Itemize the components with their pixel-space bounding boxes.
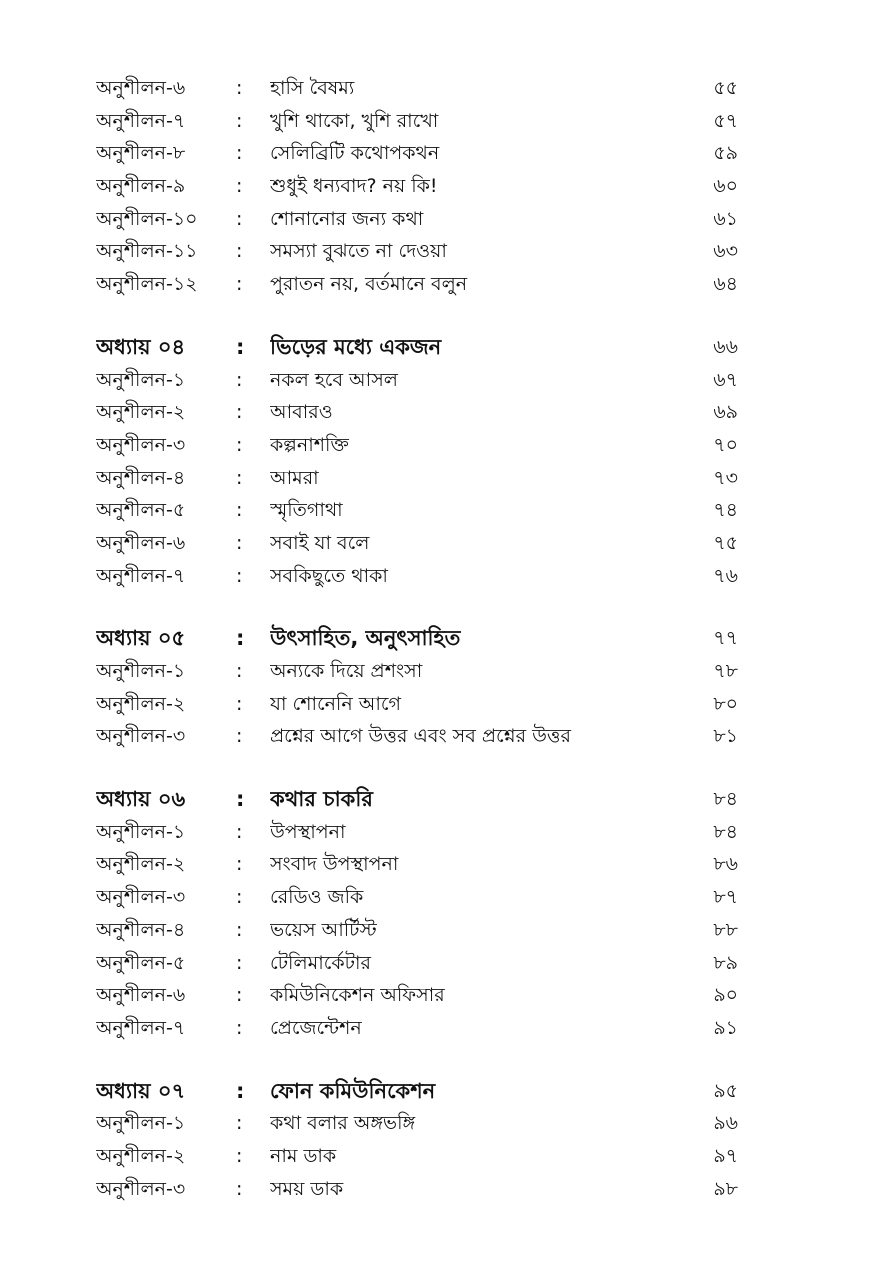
page-number: ৫৫ — [713, 77, 738, 99]
exercise-row — [0, 268, 870, 301]
exercise-row — [0, 720, 870, 753]
page-number: ৬৬ — [713, 335, 738, 358]
separator-colon: : — [236, 109, 243, 132]
page-number: ৯৭ — [713, 1144, 738, 1167]
page-number: ৭৩ — [713, 466, 738, 489]
exercise-title: প্রশ্নের আগে উত্তর এবং সব প্রশ্নের উত্তর — [270, 725, 571, 748]
exercise-label: অনুশীলন-১০ — [96, 207, 198, 230]
separator-colon: : — [236, 499, 243, 522]
page-number: ৬০ — [713, 175, 738, 198]
page-number: ৭৬ — [713, 564, 738, 587]
page-number: ৬৯ — [713, 401, 738, 424]
exercise-label: অনুশীলন-১ — [96, 660, 186, 682]
separator-colon: : — [236, 787, 245, 812]
page-number: ৯০ — [713, 984, 738, 1007]
toc-group — [0, 783, 870, 1045]
page-number: ৬১ — [713, 207, 738, 230]
page-number: ৭৭ — [713, 627, 738, 650]
exercise-title: সেলিব্রিটি কথোপকথন — [270, 142, 440, 165]
exercise-row — [0, 170, 870, 203]
exercise-label: অনুশীলন-৭ — [96, 564, 186, 587]
page-number: ৬৩ — [713, 240, 738, 263]
separator-colon: : — [236, 853, 243, 876]
separator-colon: : — [236, 1078, 245, 1103]
exercise-title: নাম ডাক — [270, 1144, 337, 1167]
exercise-label: অনুশীলন-৪ — [96, 466, 186, 489]
exercise-label: অনুশীলন-৬ — [96, 77, 186, 99]
exercise-label: অনুশীলন-১২ — [96, 273, 198, 296]
exercise-row — [0, 72, 870, 105]
separator-colon: : — [236, 951, 243, 974]
exercise-title: হাসি বৈষম্য — [270, 77, 355, 99]
exercise-title: অন্যকে দিয়ে প্রশংসা — [270, 660, 423, 682]
exercise-title: কমিউনিকেশন অফিসার — [270, 984, 445, 1007]
exercise-title: আবারও — [270, 401, 333, 424]
exercise-row — [0, 105, 870, 138]
exercise-row — [0, 914, 870, 947]
chapter-label: অধ্যায় ০৭ — [96, 1078, 186, 1103]
exercise-title: প্রেজেন্টেশন — [270, 1016, 362, 1039]
exercise-row — [0, 203, 870, 236]
table-of-contents — [0, 72, 870, 1205]
separator-colon: : — [236, 725, 243, 748]
separator-colon: : — [236, 531, 243, 554]
separator-colon: : — [236, 466, 243, 489]
separator-colon: : — [236, 273, 243, 296]
exercise-row — [0, 881, 870, 914]
exercise-label: অনুশীলন-১ — [96, 820, 186, 843]
separator-colon: : — [236, 886, 243, 909]
page-number: ৮৬ — [713, 853, 738, 876]
separator-colon: : — [236, 692, 243, 715]
separator-colon: : — [236, 240, 243, 263]
exercise-row — [0, 1140, 870, 1173]
exercise-title: শুধুই ধন্যবাদ? নয় কি! — [270, 175, 438, 198]
chapter-label: অধ্যায় ০৪ — [96, 334, 186, 359]
exercise-label: অনুশীলন-৪ — [96, 918, 186, 941]
exercise-row — [0, 688, 870, 721]
toc-group — [0, 1075, 870, 1206]
separator-colon: : — [236, 368, 243, 391]
exercise-label: অনুশীলন-৮ — [96, 142, 186, 165]
page-number: ৫৯ — [713, 142, 738, 165]
exercise-row — [0, 235, 870, 268]
exercise-title: নকল হবে আসল — [270, 368, 398, 391]
separator-colon: : — [236, 564, 243, 587]
exercise-title: শোনানোর জন্য কথা — [270, 207, 424, 230]
exercise-title: আমরা — [270, 466, 319, 489]
page-number: ৮৭ — [713, 886, 738, 909]
exercise-label: অনুশীলন-২ — [96, 401, 186, 424]
separator-colon: : — [236, 1016, 243, 1039]
exercise-label: অনুশীলন-৫ — [96, 951, 186, 974]
chapter-title: ভিড়ের মধ্যে একজন — [270, 334, 442, 359]
page-number: ৯৮ — [713, 1177, 738, 1200]
toc-group — [0, 72, 870, 301]
exercise-title: পুরাতন নয়, বর্তমানে বলুন — [270, 273, 468, 296]
page-number: ৮৮ — [713, 918, 738, 941]
exercise-row — [0, 137, 870, 170]
page-number: ৮৯ — [713, 951, 738, 974]
chapter-heading-row — [0, 331, 870, 364]
chapter-label: অধ্যায় ০৬ — [96, 787, 186, 812]
exercise-row — [0, 1107, 870, 1140]
exercise-label: অনুশীলন-২ — [96, 853, 186, 876]
page-number: ৬৪ — [713, 273, 738, 296]
page-number: ৯১ — [713, 1016, 738, 1039]
exercise-title: খুশি থাকো, খুশি রাখো — [270, 109, 439, 132]
page-number: ৭৫ — [713, 531, 738, 554]
exercise-row — [0, 396, 870, 429]
page-number: ৭৮ — [713, 660, 738, 682]
exercise-title: সবাই যা বলে — [270, 531, 370, 554]
exercise-title: যা শোনেনি আগে — [270, 692, 401, 715]
page-number: ৭০ — [713, 433, 738, 456]
exercise-title: সমস্যা বুঝতে না দেওয়া — [270, 240, 447, 263]
chapter-heading-row — [0, 1075, 870, 1108]
chapter-heading-row — [0, 622, 870, 655]
exercise-label: অনুশীলন-১ — [96, 1112, 186, 1135]
chapter-label: অধ্যায় ০৫ — [96, 626, 186, 651]
exercise-label: অনুশীলন-৭ — [96, 1016, 186, 1039]
separator-colon: : — [236, 207, 243, 230]
chapter-title: কথার চাকরি — [270, 787, 373, 812]
exercise-row — [0, 979, 870, 1012]
separator-colon: : — [236, 334, 245, 359]
exercise-title: কথা বলার অঙ্গভঙ্গি — [270, 1112, 416, 1135]
exercise-row — [0, 462, 870, 495]
separator-colon: : — [236, 175, 243, 198]
chapter-title: ফোন কমিউনিকেশন — [270, 1078, 436, 1103]
separator-colon: : — [236, 660, 243, 682]
separator-colon: : — [236, 142, 243, 165]
exercise-label: অনুশীলন-১১ — [96, 240, 198, 263]
exercise-label: অনুশীলন-৩ — [96, 886, 186, 909]
separator-colon: : — [236, 1112, 243, 1135]
page-number: ৬৭ — [713, 368, 738, 391]
toc-group — [0, 622, 870, 753]
exercise-row — [0, 527, 870, 560]
exercise-title: টেলিমার্কেটার — [270, 951, 371, 974]
exercise-row — [0, 364, 870, 397]
exercise-label: অনুশীলন-৩ — [96, 1177, 186, 1200]
exercise-title: সময় ডাক — [270, 1177, 344, 1200]
exercise-label: অনুশীলন-৯ — [96, 175, 186, 198]
exercise-row — [0, 1012, 870, 1045]
exercise-label: অনুশীলন-৬ — [96, 984, 186, 1007]
separator-colon: : — [236, 433, 243, 456]
page-number: ৮৪ — [713, 788, 738, 811]
exercise-title: সংবাদ উপস্থাপনা — [270, 853, 399, 876]
separator-colon: : — [236, 918, 243, 941]
exercise-title: উপস্থাপনা — [270, 820, 346, 843]
exercise-label: অনুশীলন-২ — [96, 1144, 186, 1167]
page-number: ৫৭ — [713, 109, 738, 132]
exercise-label: অনুশীলন-৭ — [96, 109, 186, 132]
chapter-heading-row — [0, 783, 870, 816]
separator-colon: : — [236, 1177, 243, 1200]
exercise-label: অনুশীলন-৩ — [96, 725, 186, 748]
page-number: ৮০ — [713, 692, 738, 715]
exercise-label: অনুশীলন-১ — [96, 368, 186, 391]
exercise-title: সবকিছুতে থাকা — [270, 564, 388, 587]
page-number: ৯৫ — [713, 1079, 738, 1102]
exercise-title: কল্পনাশক্তি — [270, 433, 349, 456]
separator-colon: : — [236, 77, 243, 99]
exercise-label: অনুশীলন-৬ — [96, 531, 186, 554]
exercise-title: স্মৃতিগাথা — [270, 499, 343, 522]
chapter-title: উৎসাহিত, অনুৎসাহিত — [270, 626, 461, 651]
exercise-row — [0, 848, 870, 881]
page-number: ৯৬ — [713, 1112, 738, 1135]
exercise-label: অনুশীলন-৩ — [96, 433, 186, 456]
exercise-label: অনুশীলন-২ — [96, 692, 186, 715]
separator-colon: : — [236, 626, 245, 651]
exercise-row — [0, 494, 870, 527]
exercise-row — [0, 560, 870, 593]
exercise-row — [0, 655, 870, 688]
toc-group — [0, 331, 870, 593]
exercise-row — [0, 429, 870, 462]
exercise-title: ভয়েস আর্টিস্ট — [270, 918, 377, 941]
separator-colon: : — [236, 1144, 243, 1167]
separator-colon: : — [236, 984, 243, 1007]
exercise-title: রেডিও জকি — [270, 886, 364, 909]
page-number: ৮১ — [713, 725, 738, 748]
exercise-row — [0, 1173, 870, 1206]
exercise-row — [0, 816, 870, 849]
page-number: ৭৪ — [713, 499, 738, 522]
page-number: ৮৪ — [713, 820, 738, 843]
exercise-label: অনুশীলন-৫ — [96, 499, 186, 522]
separator-colon: : — [236, 820, 243, 843]
separator-colon: : — [236, 401, 243, 424]
exercise-row — [0, 947, 870, 980]
